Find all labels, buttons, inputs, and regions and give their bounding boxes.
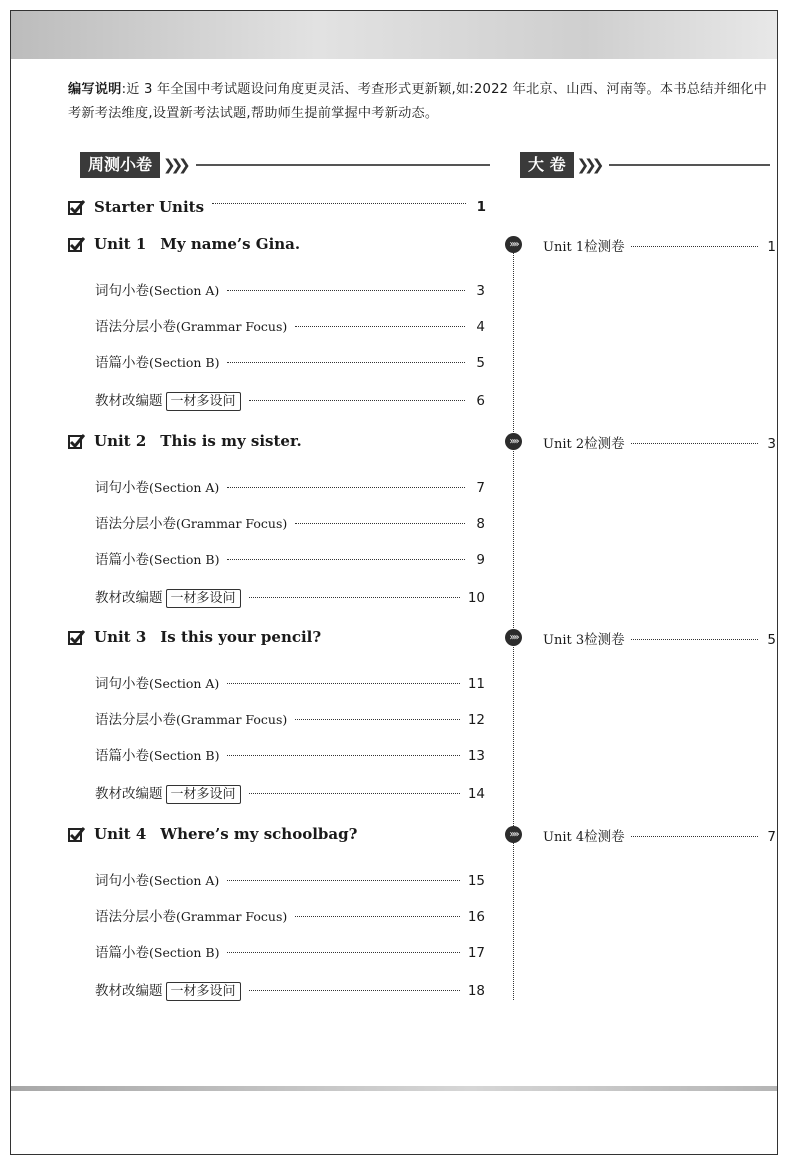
unit-number: Unit 3 <box>94 628 147 646</box>
leader-dots <box>631 836 758 837</box>
page-number: 13 <box>467 748 485 764</box>
leader-dots <box>227 880 460 881</box>
page-number: 16 <box>467 909 485 925</box>
test-unit-label: Unit 2 <box>543 437 585 452</box>
checkbox-checked-icon <box>68 433 85 450</box>
entry-tag: 一材多设问 <box>166 392 241 411</box>
test-unit-label: Unit 3 <box>543 633 585 648</box>
entry-title: 词句小卷 <box>95 873 149 889</box>
entry-subtitle: (Section B) <box>149 552 220 567</box>
checkbox-checked-icon <box>68 236 85 253</box>
unit-heading[interactable] <box>68 432 302 450</box>
entry-title: 语法分层小卷 <box>95 319 176 335</box>
toc-entry[interactable] <box>95 389 485 411</box>
double-chevron-icon: ❯❯❯ <box>163 156 186 174</box>
leader-dots <box>249 597 460 598</box>
entry-title: 词句小卷 <box>95 283 149 299</box>
leader-dots <box>227 683 460 684</box>
entry-subtitle: (Grammar Focus) <box>176 319 288 334</box>
test-unit-label: Unit 1 <box>543 240 585 255</box>
toc-entry[interactable] <box>95 548 485 568</box>
leader-dots <box>227 559 465 560</box>
intro-note <box>68 78 768 126</box>
leader-dots <box>249 400 465 401</box>
entry-subtitle: (Section B) <box>149 748 220 763</box>
entry-tag: 一材多设问 <box>166 982 241 1001</box>
entry-subtitle: (Section B) <box>149 355 220 370</box>
entry-subtitle: (Grammar Focus) <box>176 909 288 924</box>
checkbox-checked-icon <box>68 826 85 843</box>
weekly-quiz-title: 周测小卷 <box>80 152 160 178</box>
page-number: 6 <box>476 393 485 409</box>
test-title: 检测卷 <box>584 436 625 452</box>
entry-subtitle: (Section A) <box>149 283 220 298</box>
leader-dots <box>631 639 758 640</box>
unit-test-entry[interactable] <box>543 235 776 255</box>
leader-dots <box>227 487 465 488</box>
entry-title: 教材改编题 <box>95 786 163 802</box>
double-chevron-icon: ❯❯❯ <box>576 156 600 174</box>
toc-entry[interactable] <box>95 708 485 728</box>
entry-title: 语篇小卷 <box>95 355 149 371</box>
test-title: 检测卷 <box>584 239 625 255</box>
intro-text: :近 3 年全国中考试题设问角度更灵活、考查形式更新颖,如:2022 年北京、山西、河南等。本书总结并细化中考新考法维度,设置新考法试题,帮助师生提前掌握中考新动态。 <box>68 82 768 121</box>
page-number: 7 <box>767 829 776 845</box>
entry-title: 语篇小卷 <box>95 945 149 961</box>
leader-dots <box>249 990 460 991</box>
unit-number: Unit 1 <box>94 235 147 253</box>
entry-tag: 一材多设问 <box>166 785 241 804</box>
entry-subtitle: (Grammar Focus) <box>176 516 288 531</box>
page-number: 5 <box>767 632 776 648</box>
leader-dots <box>295 326 465 327</box>
toc-entry[interactable] <box>95 672 485 692</box>
unit-heading[interactable] <box>68 628 321 646</box>
page-number: 3 <box>476 283 485 299</box>
toc-entry[interactable] <box>95 782 485 804</box>
leader-dots <box>227 952 459 953</box>
entry-subtitle: (Section A) <box>149 480 220 495</box>
leader-dots <box>227 362 465 363</box>
toc-entry[interactable] <box>95 979 485 1001</box>
page-number: 18 <box>467 983 485 999</box>
unit-heading[interactable] <box>68 235 300 253</box>
leader-dots <box>631 246 758 247</box>
test-title: 检测卷 <box>584 829 625 845</box>
page-number: 1 <box>476 199 486 215</box>
intro-label: 编写说明 <box>68 82 122 97</box>
toc-entry[interactable] <box>95 279 485 299</box>
double-arrow-marker-icon: »» <box>505 629 522 646</box>
entry-title: 语篇小卷 <box>95 552 149 568</box>
toc-entry[interactable] <box>95 744 485 764</box>
toc-entry[interactable] <box>95 905 485 925</box>
page-number: 12 <box>467 712 485 728</box>
page-number: 4 <box>476 319 485 335</box>
unit-title: This is my sister. <box>160 432 302 450</box>
starter-units-title: Starter Units <box>94 198 205 216</box>
timeline-dotted-line <box>513 240 514 1000</box>
leader-dots <box>295 719 460 720</box>
unit-test-entry[interactable] <box>543 432 776 452</box>
leader-dots <box>212 203 466 204</box>
leader-dots <box>227 290 465 291</box>
entry-title: 教材改编题 <box>95 590 163 606</box>
entry-title: 教材改编题 <box>95 983 163 999</box>
page-number: 9 <box>476 552 485 568</box>
checkbox-checked-icon <box>68 629 85 646</box>
header-rule <box>196 164 490 166</box>
entry-subtitle: (Section B) <box>149 945 220 960</box>
unit-title: My name’s Gina. <box>160 235 301 253</box>
leader-dots <box>295 523 465 524</box>
top-band <box>11 11 777 59</box>
page-number: 5 <box>476 355 485 371</box>
leader-dots <box>249 793 460 794</box>
test-title: 检测卷 <box>584 632 625 648</box>
page-number: 11 <box>467 676 485 692</box>
toc-entry[interactable] <box>95 869 485 889</box>
unit-number: Unit 2 <box>94 432 147 450</box>
unit-heading[interactable] <box>68 825 357 843</box>
entry-title: 语篇小卷 <box>95 748 149 764</box>
page-number: 17 <box>467 945 485 961</box>
page-number: 14 <box>467 786 485 802</box>
unit-test-entry[interactable] <box>543 825 776 845</box>
double-arrow-marker-icon: »» <box>505 433 522 450</box>
unit-title: Is this your pencil? <box>160 628 322 646</box>
starter-units-entry[interactable] <box>68 198 486 216</box>
entry-subtitle: (Section A) <box>149 676 220 691</box>
unit-number: Unit 4 <box>94 825 147 843</box>
bottom-rule <box>11 1086 777 1091</box>
unit-title: Where’s my schoolbag? <box>160 825 358 843</box>
page-number: 15 <box>467 873 485 889</box>
toc-entry[interactable] <box>95 512 485 532</box>
page-number: 1 <box>767 239 776 255</box>
toc-entry[interactable] <box>95 315 485 335</box>
entry-title: 语法分层小卷 <box>95 712 176 728</box>
entry-title: 词句小卷 <box>95 676 149 692</box>
header-rule <box>609 164 770 166</box>
unit-test-entry[interactable] <box>543 628 776 648</box>
weekly-quiz-header <box>80 152 490 178</box>
page-number: 7 <box>476 480 485 496</box>
page-number: 3 <box>767 436 776 452</box>
entry-title: 教材改编题 <box>95 393 163 409</box>
leader-dots <box>295 916 460 917</box>
toc-entry[interactable] <box>95 351 485 371</box>
leader-dots <box>631 443 758 444</box>
entry-title: 语法分层小卷 <box>95 516 176 532</box>
big-test-header <box>520 152 770 178</box>
entry-subtitle: (Section A) <box>149 873 220 888</box>
page-number: 10 <box>467 590 485 606</box>
entry-title: 词句小卷 <box>95 480 149 496</box>
toc-entry[interactable] <box>95 586 485 608</box>
entry-title: 语法分层小卷 <box>95 909 176 925</box>
double-arrow-marker-icon: »» <box>505 826 522 843</box>
entry-tag: 一材多设问 <box>166 589 241 608</box>
toc-entry[interactable] <box>95 476 485 496</box>
checkbox-checked-icon <box>68 199 85 216</box>
big-test-title: 大 卷 <box>520 152 574 178</box>
page-number: 8 <box>476 516 485 532</box>
leader-dots <box>227 755 459 756</box>
test-unit-label: Unit 4 <box>543 830 585 845</box>
double-arrow-marker-icon: »» <box>505 236 522 253</box>
toc-entry[interactable] <box>95 941 485 961</box>
entry-subtitle: (Grammar Focus) <box>176 712 288 727</box>
